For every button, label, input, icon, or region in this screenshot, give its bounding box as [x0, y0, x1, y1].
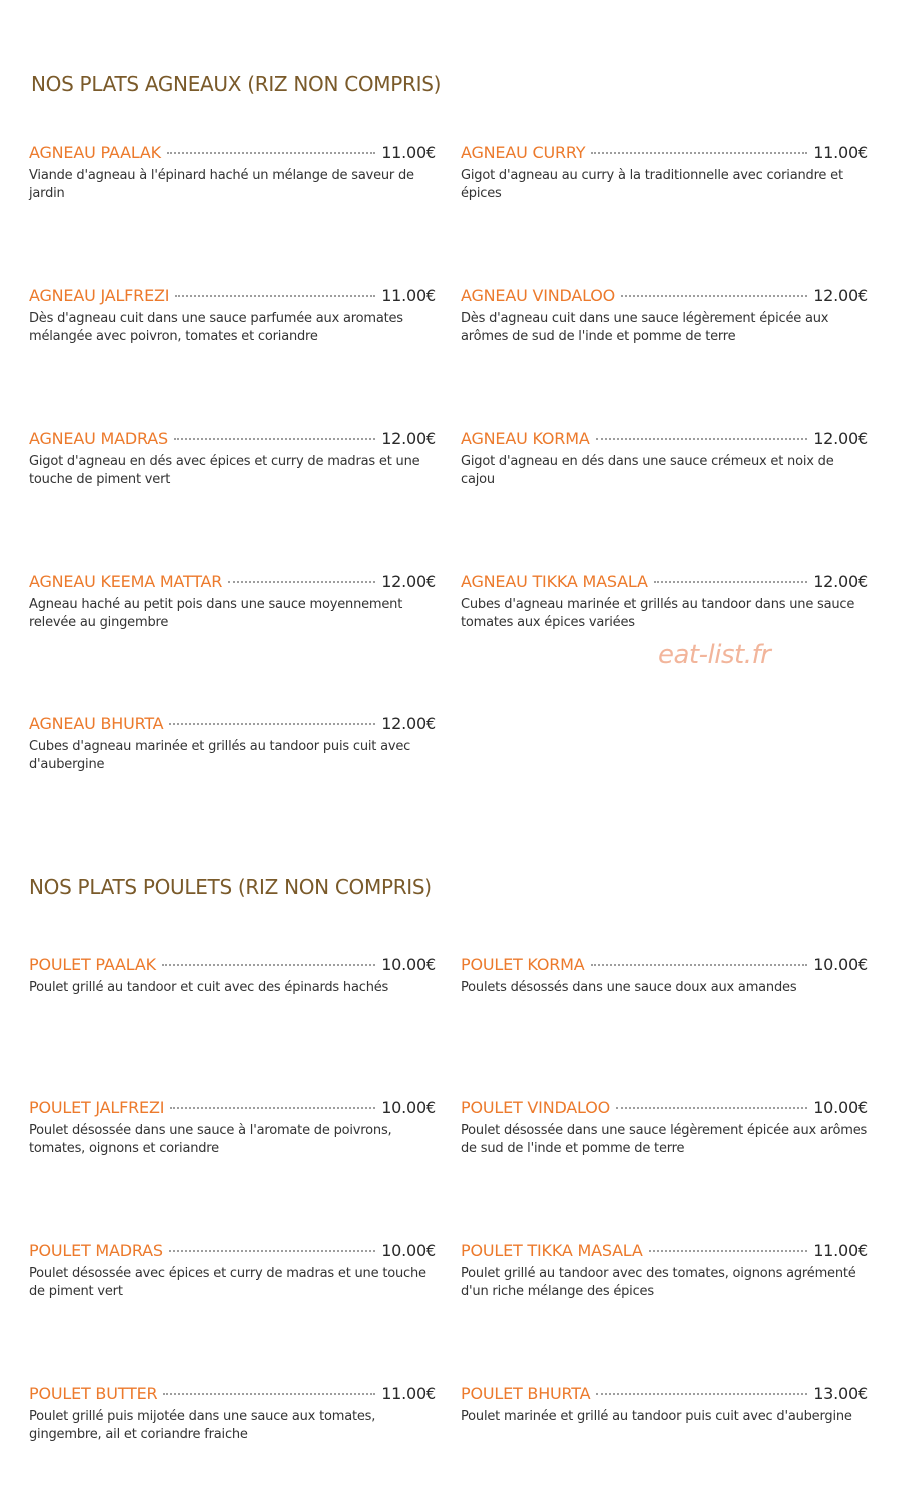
- item-description: Poulet désossée dans une sauce légèrement épicée aux arômes de sud de l'inde et pomme de terre: [461, 1123, 868, 1156]
- item-description: Poulet marinée et grillé au tandoor puis cuit avec d'aubergine: [461, 1409, 852, 1424]
- item-price: 12.00€: [381, 429, 436, 448]
- item-name: POULET KORMA: [461, 955, 585, 974]
- menu-item-poulet-madras: [29, 1240, 436, 1301]
- dot-leader: [649, 1250, 808, 1252]
- menu-item-agneau-jalfrezi: [29, 285, 436, 346]
- item-name: POULET TIKKA MASALA: [461, 1241, 643, 1260]
- item-description: Gigot d'agneau en dés dans une sauce crémeux et noix de cajou: [461, 454, 834, 487]
- item-name: AGNEAU CURRY: [461, 143, 586, 162]
- item-description: Poulets désossés dans une sauce doux aux amandes: [461, 980, 797, 995]
- dot-leader: [621, 295, 807, 297]
- menu-item-agneau-vindaloo: [461, 285, 868, 346]
- dot-leader: [175, 295, 375, 297]
- item-price: 12.00€: [381, 714, 436, 733]
- menu-item-agneau-paalak: [29, 142, 436, 203]
- dot-leader: [169, 1250, 375, 1252]
- menu-item-agneau-keema-mattar: [29, 571, 436, 632]
- menu-item-poulet-jalfrezi: [29, 1097, 436, 1158]
- item-price: 12.00€: [813, 572, 868, 591]
- dot-leader: [167, 152, 375, 154]
- dot-leader: [169, 723, 375, 725]
- dot-leader: [170, 1107, 375, 1109]
- menu-item-agneau-bhurta: [29, 713, 436, 774]
- item-name: AGNEAU KEEMA MATTAR: [29, 572, 223, 591]
- menu-item-poulet-bhurta: [461, 1383, 868, 1426]
- dot-leader: [174, 438, 375, 440]
- section-title-agneaux: NOS PLATS AGNEAUX (RIZ NON COMPRIS): [31, 72, 442, 96]
- item-price: 10.00€: [381, 1098, 436, 1117]
- item-price: 10.00€: [813, 1098, 868, 1117]
- section-title-poulets: NOS PLATS POULETS (RIZ NON COMPRIS): [29, 875, 432, 899]
- watermark-text: eat-list.fr: [658, 640, 771, 670]
- item-name: AGNEAU BHURTA: [29, 714, 164, 733]
- item-description: Cubes d'agneau marinée et grillés au tandoor dans une sauce tomates aux épices variées: [461, 597, 855, 630]
- dot-leader: [591, 964, 808, 966]
- menu-item-poulet-butter: [29, 1383, 436, 1444]
- item-name: POULET JALFREZI: [29, 1098, 165, 1117]
- menu-item-agneau-madras: [29, 428, 436, 489]
- item-description: Poulet désossée avec épices et curry de madras et une touche de piment vert: [29, 1266, 426, 1299]
- menu-item-poulet-paalak: [29, 954, 436, 997]
- item-price: 11.00€: [381, 286, 436, 305]
- item-price: 11.00€: [813, 1241, 868, 1260]
- item-price: 10.00€: [813, 955, 868, 974]
- item-name: POULET BUTTER: [29, 1384, 158, 1403]
- menu-item-poulet-tikka-masala: [461, 1240, 868, 1301]
- item-price: 12.00€: [813, 429, 868, 448]
- item-price: 12.00€: [381, 572, 436, 591]
- item-name: POULET VINDALOO: [461, 1098, 610, 1117]
- menu-item-agneau-korma: [461, 428, 868, 489]
- item-description: Gigot d'agneau au curry à la traditionnelle avec coriandre et épices: [461, 168, 843, 201]
- item-name: AGNEAU PAALAK: [29, 143, 161, 162]
- item-price: 10.00€: [381, 1241, 436, 1260]
- menu-item-poulet-vindaloo: [461, 1097, 868, 1158]
- item-price: 11.00€: [813, 143, 868, 162]
- item-name: POULET MADRAS: [29, 1241, 163, 1260]
- item-price: 11.00€: [381, 143, 436, 162]
- dot-leader: [596, 1393, 807, 1395]
- item-description: Dès d'agneau cuit dans une sauce légèrement épicée aux arômes de sud de l'inde et pomme de terre: [461, 311, 829, 344]
- item-name: AGNEAU JALFREZI: [29, 286, 170, 305]
- item-description: Poulet grillé au tandoor avec des tomates, oignons agrémenté d'un riche mélange des épices: [461, 1266, 856, 1299]
- item-description: Dès d'agneau cuit dans une sauce parfumée aux aromates mélangée avec poivron, tomates et coriandre: [29, 311, 403, 344]
- dot-leader: [162, 964, 375, 966]
- item-name: AGNEAU MADRAS: [29, 429, 168, 448]
- item-description: Poulet désossée dans une sauce à l'aromate de poivrons, tomates, oignons et coriandre: [29, 1123, 392, 1156]
- item-price: 10.00€: [381, 955, 436, 974]
- item-name: AGNEAU KORMA: [461, 429, 590, 448]
- item-description: Poulet grillé puis mijotée dans une sauce aux tomates, gingembre, ail et coriandre fraiche: [29, 1409, 376, 1442]
- menu-item-agneau-tikka-masala: [461, 571, 868, 632]
- item-description: Cubes d'agneau marinée et grillés au tandoor puis cuit avec d'aubergine: [29, 739, 411, 772]
- dot-leader: [616, 1107, 807, 1109]
- item-name: POULET PAALAK: [29, 955, 156, 974]
- item-price: 12.00€: [813, 286, 868, 305]
- item-description: Poulet grillé au tandoor et cuit avec des épinards hachés: [29, 980, 389, 995]
- dot-leader: [596, 438, 808, 440]
- item-description: Viande d'agneau à l'épinard haché un mélange de saveur de jardin: [29, 168, 414, 201]
- item-name: AGNEAU TIKKA MASALA: [461, 572, 648, 591]
- dot-leader: [228, 581, 375, 583]
- dot-leader: [654, 581, 808, 583]
- item-name: POULET BHURTA: [461, 1384, 591, 1403]
- item-price: 11.00€: [381, 1384, 436, 1403]
- item-name: AGNEAU VINDALOO: [461, 286, 616, 305]
- item-price: 13.00€: [813, 1384, 868, 1403]
- dot-leader: [591, 152, 807, 154]
- item-description: Agneau haché au petit pois dans une sauce moyennement relevée au gingembre: [29, 597, 403, 630]
- menu-item-agneau-curry: [461, 142, 868, 203]
- dot-leader: [163, 1393, 375, 1395]
- menu-item-poulet-korma: [461, 954, 868, 997]
- item-description: Gigot d'agneau en dés avec épices et curry de madras et une touche de piment vert: [29, 454, 420, 487]
